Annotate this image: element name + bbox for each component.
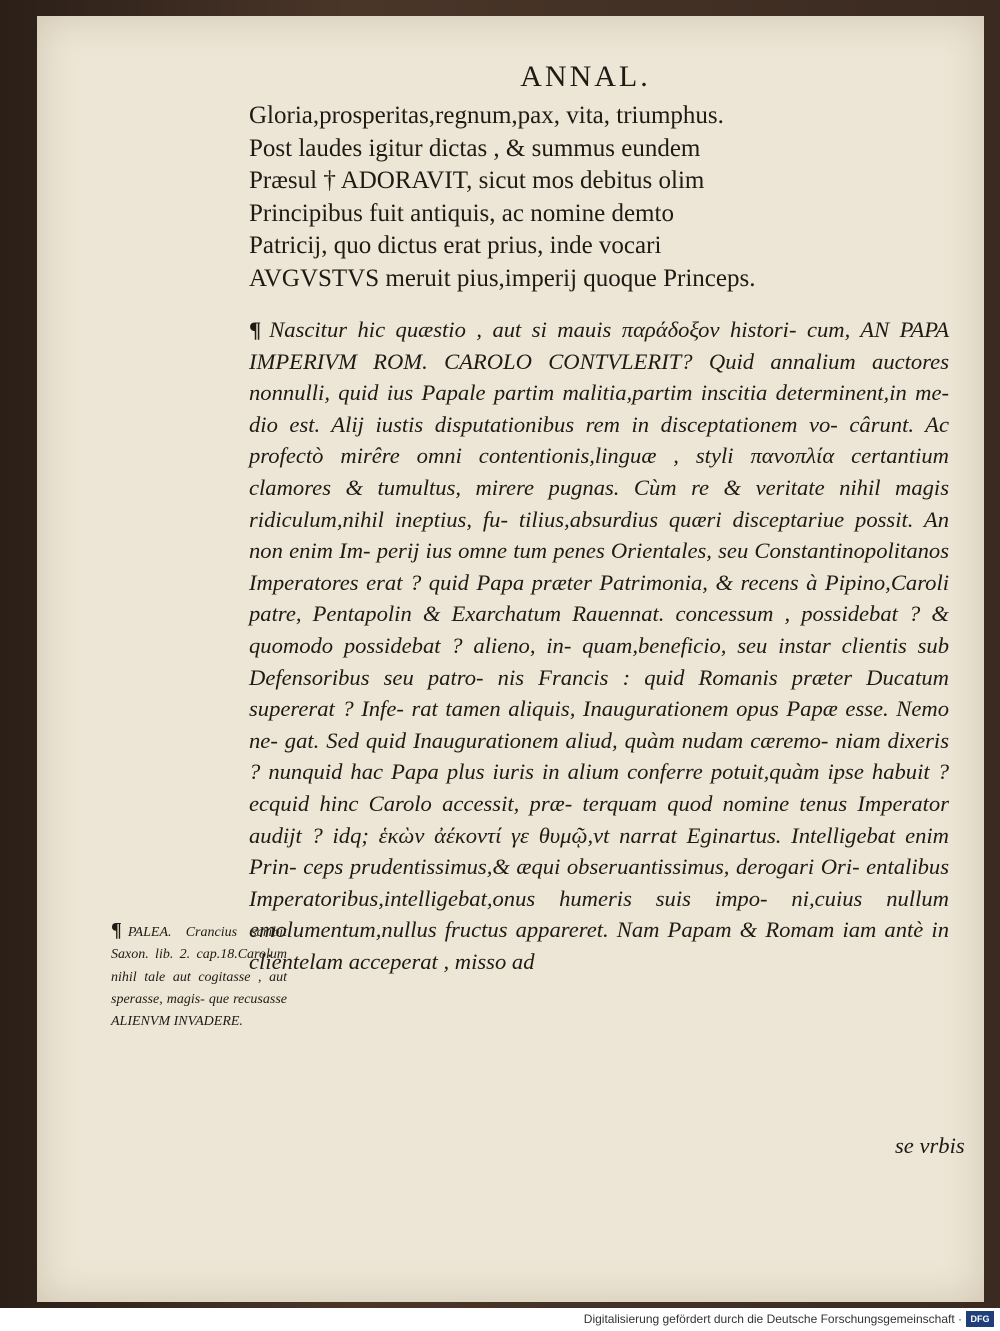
pilcrow-icon: ¶ — [111, 919, 122, 941]
funding-credit: Digitalisierung gefördert durch die Deutsche Forschungsgemeinschaft · — [583, 1312, 962, 1326]
verse-block — [249, 100, 949, 295]
commentary-paragraph — [249, 314, 949, 977]
verse-line: AVGVSTVS meruit pius,imperij quoque Princeps. — [249, 264, 756, 292]
verse-line: Præsul † ADORAVIT, sicut mos debitus olim — [249, 167, 705, 194]
footer-bar — [0, 1308, 1000, 1331]
book-page — [37, 16, 984, 1302]
dfg-logo: DFG — [966, 1311, 994, 1327]
verse-line: Gloria,prosperitas,regnum,pax, vita, triumphus. — [249, 102, 724, 129]
verse-line: Patricij, quo dictus erat prius, inde vocari — [249, 232, 662, 259]
margin-note — [111, 919, 287, 1033]
running-header: ANNAL. — [520, 60, 651, 93]
verse-line: Post laudes igitur dictas , & summus eundem — [249, 134, 701, 162]
catchword: se vrbis — [895, 1133, 965, 1158]
verse-line: Principibus fuit antiquis, ac nomine demto — [249, 199, 674, 227]
margin-note-text: PALEA. Crancius scribit Saxon. lib. 2. cap.18.Carolum nihil tale aut cogitasse , aut sperasse, magis- que recusasse ALIENVM INVADERE. — [111, 925, 287, 1030]
commentary-text: Nascitur hic quæstio , aut si mauis παράδοξον histori- cum, AN PAPA IMPERIVM ROM. CAROLO CONTVLERIT? Quid annalium auctores nonnulli, quid ius Papale partim malitia,partim inscitia determinent,in me- dio est. Alij iustis disputationibus rem in disceptationem vo- cârunt. Ac profectò mirêre omni contentionis,linguæ , styli πανοπλία certantium clamores & tumultus, mirere pugnas. Cùm re & veritate nihil magis ridiculum,nihil ineptius, fu- tilius,absurdius quæri disceptariue possit. An non enim Im- perij ius omne tum penes Orientales, seu Constantinopolitanos Imperatores erat ? quid Papa præter Patrimonia, & recens à Pipino,Caroli patre, Pentapolin & Exarchatum Rauennat. concessum , possidebat ? & quomodo possidebat ? alieno, in- quam,beneficio, seu instar clientis sub Defensoribus seu patro- nis Francis : quid Romanis præter Ducatum supererat ? Infe- rat tamen aliquis, Inaugurationem opus Papæ esse. Nemo ne- gat. Sed quid Inaugurationem aliud, quàm nudam cæremo- niam dixeris ? nunquid hac Papa plus iuris in alium conferre potuit,quàm ipse habuit ? ecquid hinc Carolo accessit, præ- terquam quod nomine tenus Imperator audijt ? idq; ἑκὼν ἀέκοντί γε θυμῷ,vt narrat Eginartus. Intelligebat enim Prin- ceps prudentissimus,& æqui obseruantissimus, derogari Ori- entalibus Imperatoribus,intelligebat,onus humeris suis impo- ni,cuius nullum emolumentum,nullus fructus appareret. Nam Papam & Romam iam antè in clientelam acceperat , misso ad — [249, 317, 949, 974]
pilcrow-icon: ¶ — [249, 317, 262, 342]
